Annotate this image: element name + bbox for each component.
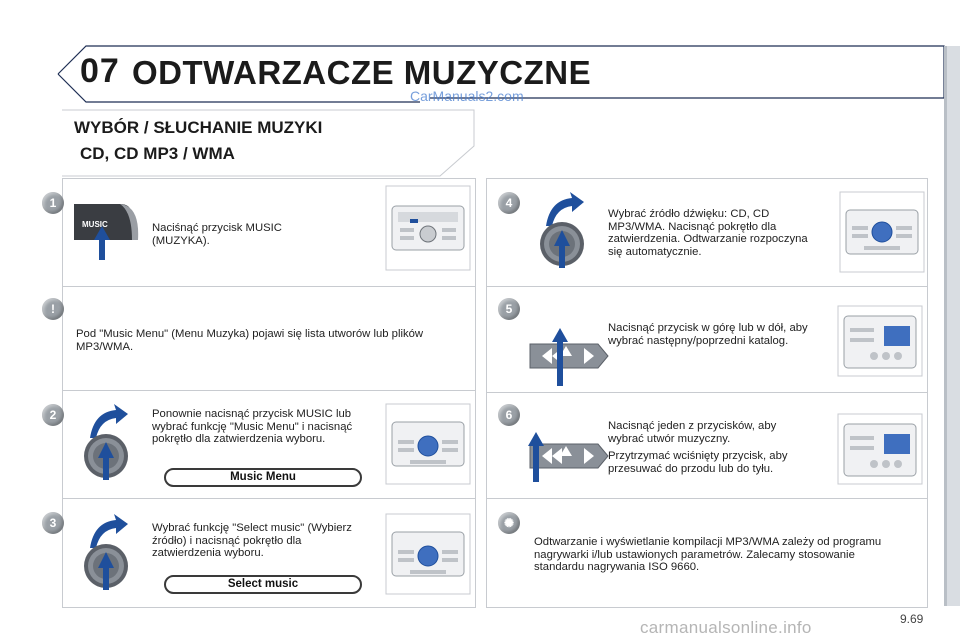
- step-badge-6: 6: [498, 404, 520, 426]
- radio-panel-thumb-1: [386, 186, 470, 270]
- turn-arrow-icon: [90, 514, 128, 548]
- side-tab: [944, 46, 960, 606]
- step-6-text-2: Przytrzymać wciśnięty przycisk, aby przesuwać do przodu lub do tyłu.: [608, 450, 788, 475]
- radio-panel-thumb-6: [838, 414, 922, 484]
- left-divider-1: [62, 286, 476, 287]
- right-divider-1: [486, 286, 928, 287]
- turn-arrow-icon: [90, 404, 128, 438]
- turn-arrow-icon: [546, 192, 584, 226]
- rotary-knob-icon: [536, 190, 596, 270]
- direction-pad-icon: [524, 324, 614, 386]
- exclamation-icon: !: [51, 302, 55, 316]
- page-number: 9.69: [900, 612, 924, 626]
- step-5-text: Nacisnąć przycisk w górę lub w dół, aby wybrać następny/poprzedni katalog.: [608, 322, 808, 347]
- music-menu-button: Music Menu: [164, 468, 362, 487]
- chapter-title: ODTWARZACZE MUZYCZNE: [132, 54, 592, 91]
- music-key-label: MUSIC: [82, 220, 108, 229]
- section-title: WYBÓR / SŁUCHANIE MUZYKI: [74, 118, 323, 137]
- tip-text: Odtwarzanie i wyświetlanie kompilacji MP3/WMA zależy od programu nagrywarki i/lub ustawionych parametrów. Zalecamy stosowanie standardu nagrywania ISO 9660.: [534, 536, 882, 573]
- radio-panel-thumb-5: [838, 306, 922, 376]
- step-3-text: Wybrać funkcję "Select music" (Wybierz źródło) i nacisnąć pokrętło dla zatwierdzenia wyboru.: [152, 522, 352, 559]
- radio-panel-thumb-3: [386, 514, 470, 594]
- warning-badge: [42, 298, 64, 320]
- step-badge-1: 1: [42, 192, 64, 214]
- select-music-button: Select music: [164, 575, 362, 594]
- step-4-text: Wybrać źródło dźwięku: CD, CD MP3/WMA. Nacisnąć pokrętło dla zatwierdzenia. Odtwarzanie rozpoczyna się automatycznie.: [608, 208, 808, 258]
- step-6-text: Nacisnąć jeden z przycisków, aby wybrać utwór muzyczny.: [608, 420, 777, 445]
- right-divider-2: [486, 392, 928, 393]
- step-badge-4: 4: [498, 192, 520, 214]
- radio-panel-thumb-4: [840, 192, 924, 272]
- right-divider-3: [486, 498, 928, 499]
- step-badge-5: 5: [498, 298, 520, 320]
- direction-pad-icon: [524, 424, 614, 486]
- tip-badge: [498, 512, 520, 534]
- rotary-knob-icon: [80, 512, 140, 592]
- music-key-icon: [70, 196, 142, 286]
- warning-text: Pod "Music Menu" (Menu Muzyka) pojawi się lista utworów lub plików MP3/WMA.: [76, 328, 424, 353]
- step-badge-2: 2: [42, 404, 64, 426]
- section-subtitle: CD, CD MP3 / WMA: [80, 144, 235, 163]
- sun-tip-icon: ✺: [503, 516, 515, 530]
- radio-panel-thumb-2: [386, 404, 470, 484]
- step-badge-3: 3: [42, 512, 64, 534]
- step-1-text: Naciśnąć przycisk MUSIC (MUZYKA).: [152, 222, 282, 247]
- step-2-text: Ponownie nacisnąć przycisk MUSIC lub wybrać funkcję "Music Menu" i nacisnąć pokrętło dla zatwierdzenia wyboru.: [152, 408, 353, 445]
- header-watermark: CarManuals2.com: [410, 88, 524, 104]
- left-divider-2: [62, 390, 476, 391]
- left-divider-3: [62, 498, 476, 499]
- rotary-knob-icon: [80, 402, 140, 482]
- chapter-number: 07: [80, 52, 120, 90]
- footer-watermark: carmanualsonline.info: [640, 618, 812, 637]
